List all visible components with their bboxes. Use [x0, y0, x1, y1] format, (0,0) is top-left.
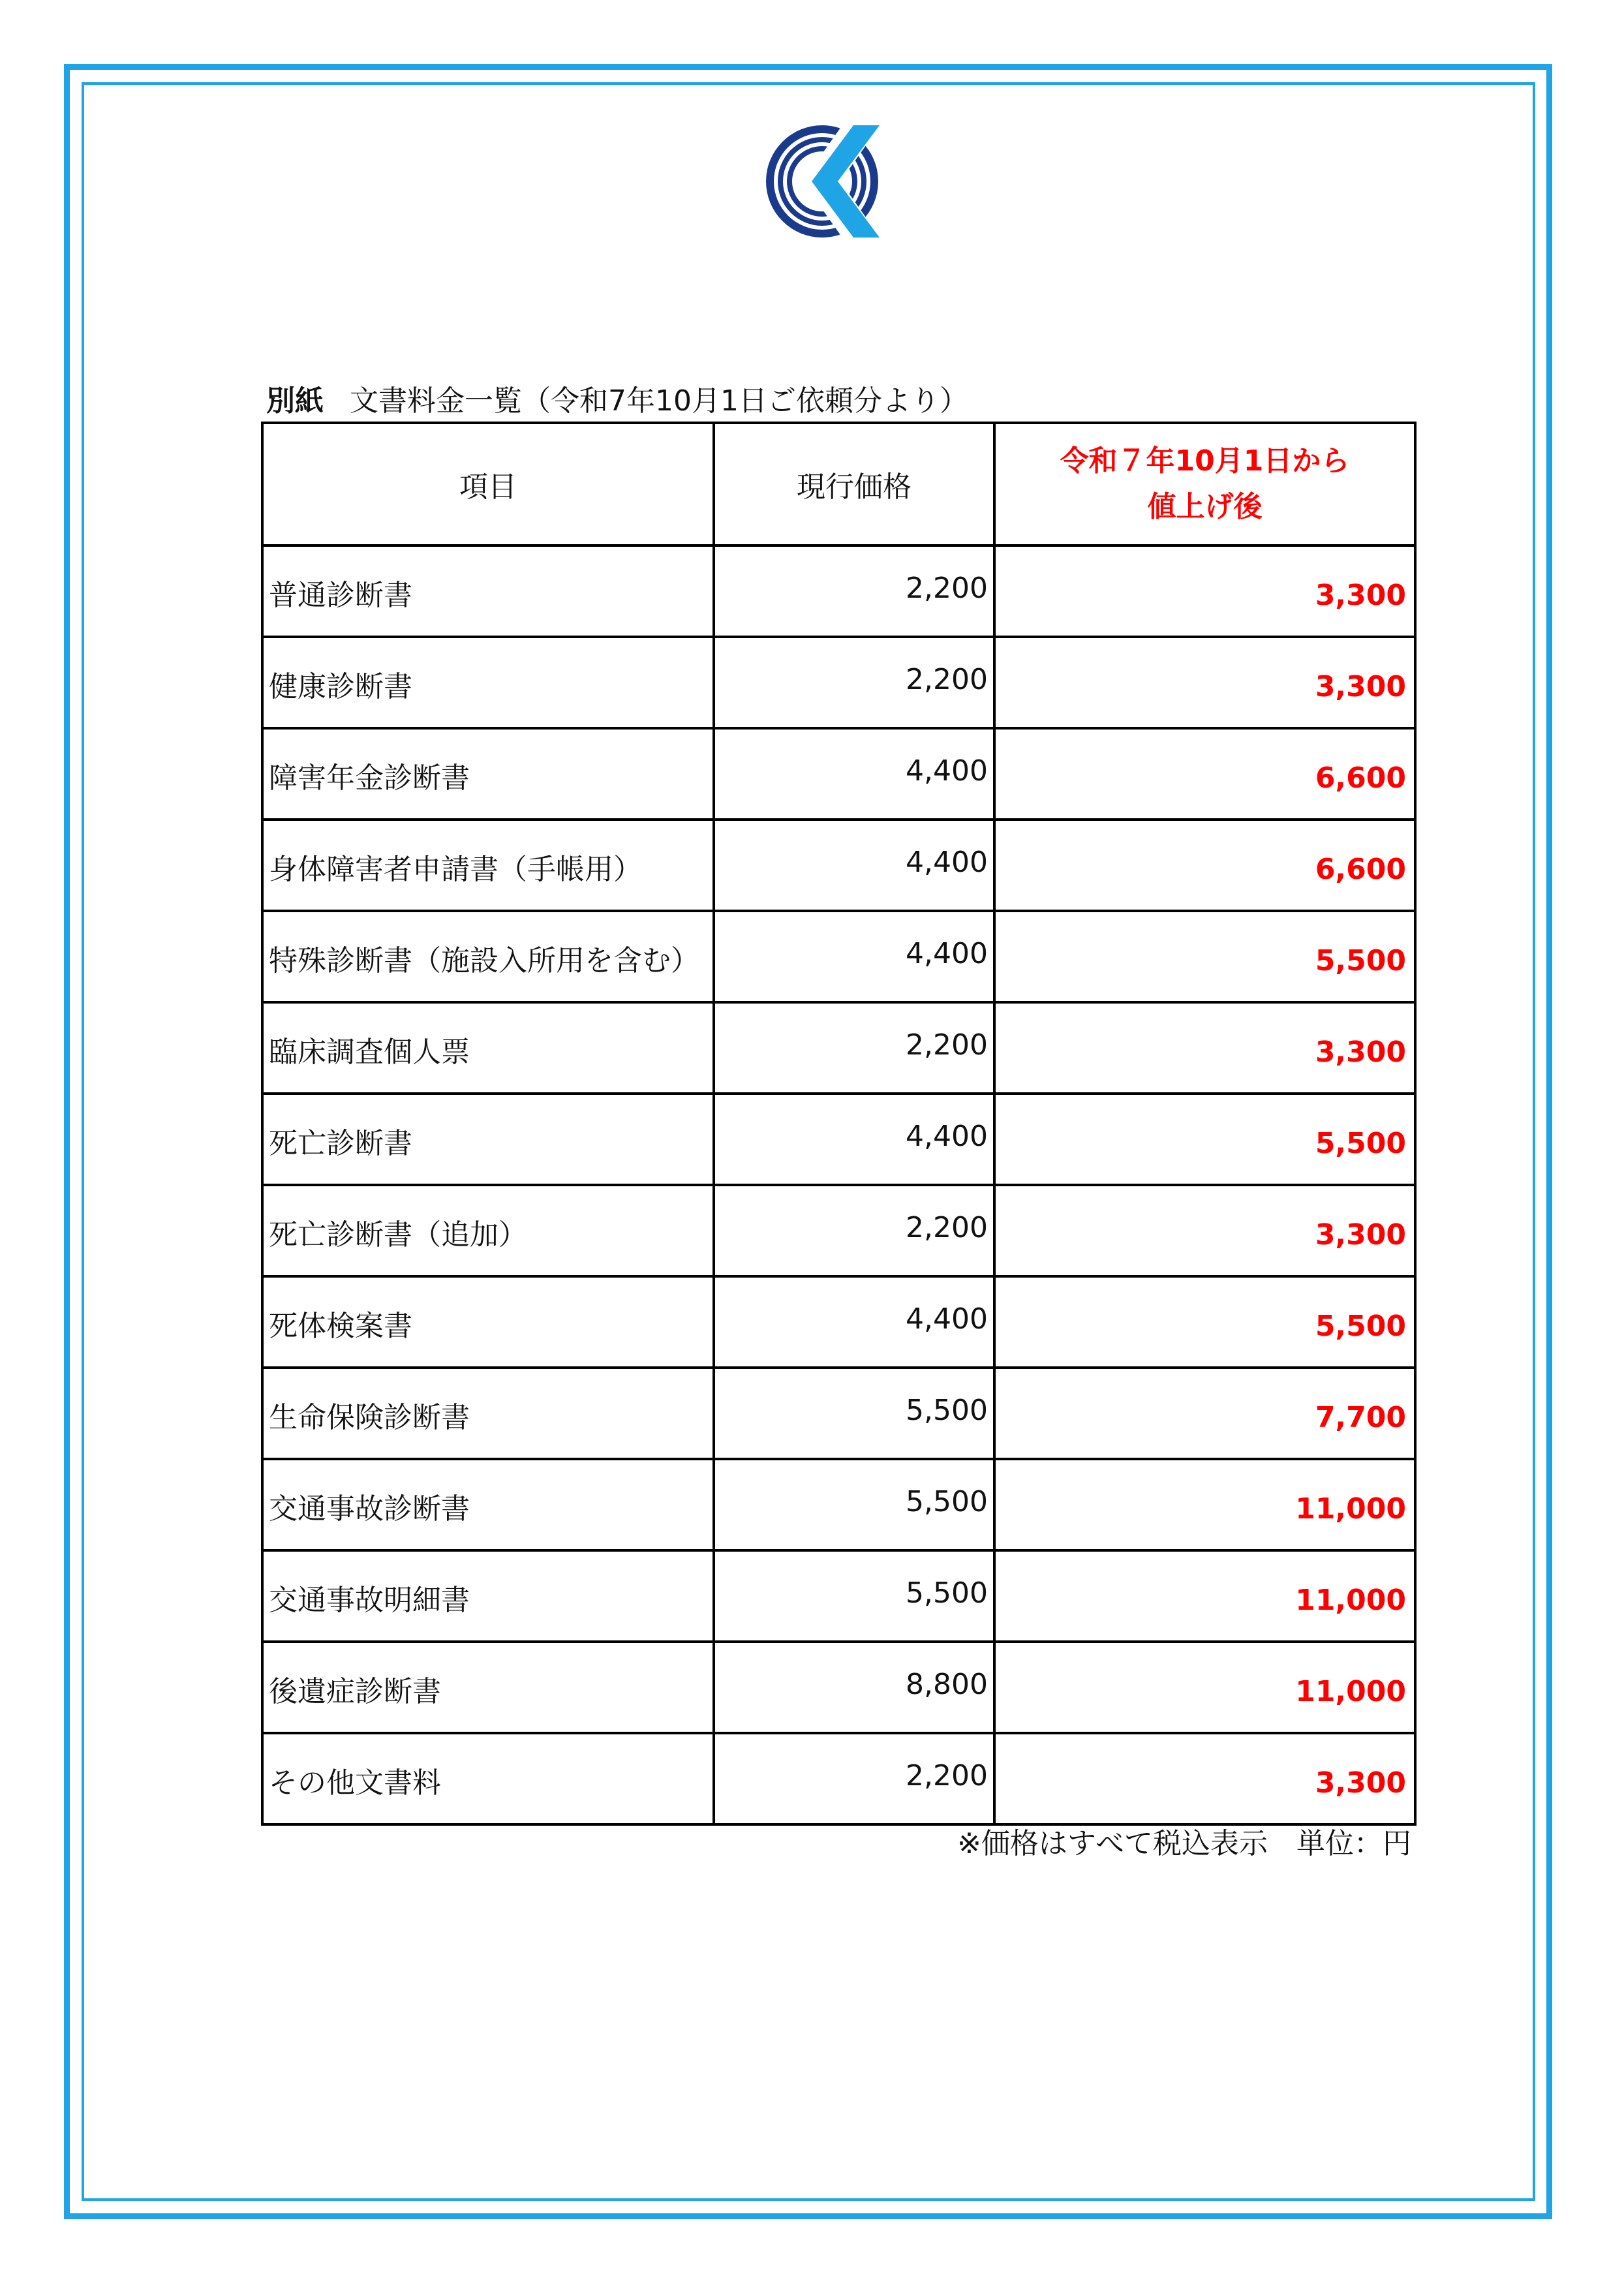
cell-item: その他文書料: [262, 1733, 714, 1824]
cell-new-price: 3,300: [994, 637, 1415, 728]
cell-item: 死体検案書: [262, 1276, 714, 1368]
cell-item: 生命保険診断書: [262, 1368, 714, 1459]
cell-item: 後遺症診断書: [262, 1642, 714, 1733]
table-row: [262, 1276, 1415, 1368]
table-row: [262, 1642, 1415, 1733]
caption-title: 文書料金一覧（令和7年10月1日ご依頼分より）: [350, 384, 968, 418]
cell-new-price: 5,500: [994, 1094, 1415, 1185]
cell-new-price: 3,300: [994, 1002, 1415, 1094]
cell-current-price: 2,200: [714, 545, 994, 637]
header-new-price-line2: 値上げ後: [1147, 490, 1263, 523]
cell-current-price: 4,400: [714, 820, 994, 911]
cell-new-price: 5,500: [994, 1276, 1415, 1368]
cell-current-price: 2,200: [714, 1733, 994, 1824]
table-row: [262, 1094, 1415, 1185]
cell-new-price: 11,000: [994, 1550, 1415, 1642]
cell-current-price: 2,200: [714, 637, 994, 728]
table-header-row: [262, 423, 1415, 545]
cell-current-price: 5,500: [714, 1550, 994, 1642]
table-row: [262, 545, 1415, 637]
cell-new-price: 11,000: [994, 1459, 1415, 1550]
price-note: ※価格はすべて税込表示 単位：円: [957, 1827, 1411, 1860]
table-row: [262, 1733, 1415, 1824]
table-row: [262, 1185, 1415, 1276]
cell-item: 身体障害者申請書（手帳用）: [262, 820, 714, 911]
cell-new-price: 11,000: [994, 1642, 1415, 1733]
cell-new-price: 6,600: [994, 728, 1415, 820]
cell-current-price: 4,400: [714, 1276, 994, 1368]
table-body: [262, 545, 1415, 1824]
cell-new-price: 6,600: [994, 820, 1415, 911]
table-row: [262, 820, 1415, 911]
cell-current-price: 5,500: [714, 1459, 994, 1550]
cell-new-price: 3,300: [994, 545, 1415, 637]
cell-item: 死亡診断書（追加）: [262, 1185, 714, 1276]
header-new-price: [994, 423, 1415, 545]
cell-new-price: 5,500: [994, 911, 1415, 1002]
cell-item: 交通事故診断書: [262, 1459, 714, 1550]
cell-current-price: 4,400: [714, 911, 994, 1002]
cell-item: 普通診断書: [262, 545, 714, 637]
cell-current-price: 5,500: [714, 1368, 994, 1459]
caption-lead: 別紙: [266, 384, 324, 418]
table-row: [262, 911, 1415, 1002]
header-new-price-line1: 令和７年10月1日から: [1060, 444, 1350, 478]
header-item: 項目: [262, 423, 714, 545]
table-row: [262, 1002, 1415, 1094]
document-caption: [266, 377, 968, 419]
cell-item: 健康診断書: [262, 637, 714, 728]
cell-new-price: 7,700: [994, 1368, 1415, 1459]
table-row: [262, 1459, 1415, 1550]
emblem-logo: [762, 116, 893, 247]
cell-item: 死亡診断書: [262, 1094, 714, 1185]
table-row: [262, 1550, 1415, 1642]
cell-current-price: 2,200: [714, 1002, 994, 1094]
cell-item: 交通事故明細書: [262, 1550, 714, 1642]
cell-new-price: 3,300: [994, 1185, 1415, 1276]
table-row: [262, 728, 1415, 820]
fee-table: [261, 422, 1417, 1826]
cell-item: 特殊診断書（施設入所用を含む）: [262, 911, 714, 1002]
table-row: [262, 637, 1415, 728]
cell-current-price: 4,400: [714, 728, 994, 820]
table-row: [262, 1368, 1415, 1459]
cell-current-price: 8,800: [714, 1642, 994, 1733]
cell-current-price: 4,400: [714, 1094, 994, 1185]
cell-new-price: 3,300: [994, 1733, 1415, 1824]
cell-current-price: 2,200: [714, 1185, 994, 1276]
cell-item: 臨床調査個人票: [262, 1002, 714, 1094]
header-current-price: 現行価格: [714, 423, 994, 545]
cell-item: 障害年金診断書: [262, 728, 714, 820]
